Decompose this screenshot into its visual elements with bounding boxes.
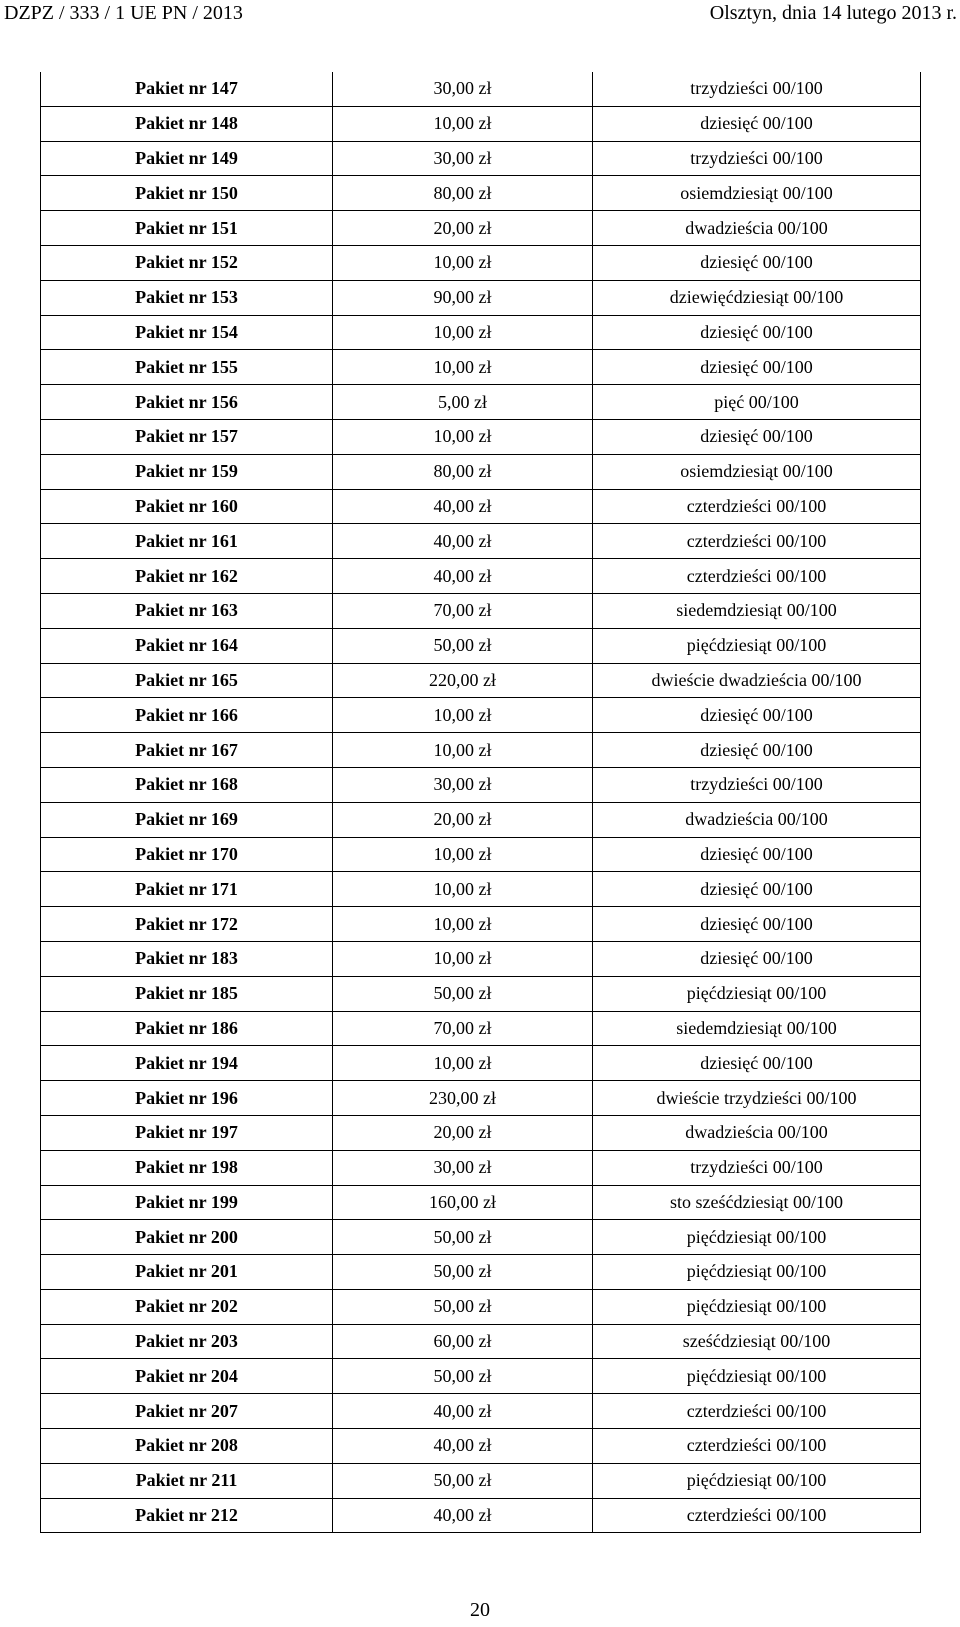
package-name-cell: Pakiet nr 183 [41, 941, 333, 976]
table-row [41, 593, 921, 628]
package-amount-words-cell: trzydzieści 00/100 [593, 767, 921, 802]
package-amount-cell: 70,00 zł [333, 593, 593, 628]
table-row [41, 1394, 921, 1429]
table-row [41, 872, 921, 907]
table-row [41, 1463, 921, 1498]
package-name-cell: Pakiet nr 198 [41, 1150, 333, 1185]
package-name-cell: Pakiet nr 204 [41, 1359, 333, 1394]
table-row [41, 1324, 921, 1359]
table-row [41, 1289, 921, 1324]
package-name-cell: Pakiet nr 201 [41, 1255, 333, 1290]
package-amount-cell: 160,00 zł [333, 1185, 593, 1220]
package-amount-cell: 70,00 zł [333, 1011, 593, 1046]
package-name-cell: Pakiet nr 153 [41, 280, 333, 315]
package-amount-words-cell: dwadzieścia 00/100 [593, 1115, 921, 1150]
package-name-cell: Pakiet nr 152 [41, 245, 333, 280]
page-number: 20 [470, 1599, 490, 1621]
package-amount-words-cell: osiemdziesiąt 00/100 [593, 176, 921, 211]
package-amount-words-cell: dziesięć 00/100 [593, 698, 921, 733]
table-row [41, 1115, 921, 1150]
package-amount-words-cell: pięćdziesiąt 00/100 [593, 1289, 921, 1324]
package-amount-words-cell: dwadzieścia 00/100 [593, 211, 921, 246]
package-amount-cell: 80,00 zł [333, 454, 593, 489]
package-amount-words-cell: czterdzieści 00/100 [593, 524, 921, 559]
table-row [41, 802, 921, 837]
package-amount-cell: 40,00 zł [333, 524, 593, 559]
package-amount-words-cell: dziesięć 00/100 [593, 733, 921, 768]
package-amount-words-cell: osiemdziesiąt 00/100 [593, 454, 921, 489]
package-amount-words-cell: dwieście trzydzieści 00/100 [593, 1081, 921, 1116]
table-row [41, 663, 921, 698]
package-name-cell: Pakiet nr 171 [41, 872, 333, 907]
package-amount-cell: 50,00 zł [333, 976, 593, 1011]
package-name-cell: Pakiet nr 196 [41, 1081, 333, 1116]
table-row [41, 1185, 921, 1220]
package-name-cell: Pakiet nr 162 [41, 559, 333, 594]
table-row [41, 1359, 921, 1394]
package-amount-cell: 10,00 zł [333, 419, 593, 454]
package-amount-words-cell: dwadzieścia 00/100 [593, 802, 921, 837]
package-amount-words-cell: trzydzieści 00/100 [593, 1150, 921, 1185]
package-name-cell: Pakiet nr 167 [41, 733, 333, 768]
table-row [41, 907, 921, 942]
table-row [41, 1220, 921, 1255]
package-amount-cell: 40,00 zł [333, 1429, 593, 1464]
package-amount-cell: 50,00 zł [333, 1255, 593, 1290]
package-amount-words-cell: pięćdziesiąt 00/100 [593, 1255, 921, 1290]
package-amount-cell: 10,00 zł [333, 350, 593, 385]
package-amount-cell: 10,00 zł [333, 872, 593, 907]
package-amount-cell: 10,00 zł [333, 315, 593, 350]
package-amount-cell: 30,00 zł [333, 72, 593, 106]
document-reference: DZPZ / 333 / 1 UE PN / 2013 [4, 2, 243, 24]
package-amount-words-cell: pięćdziesiąt 00/100 [593, 976, 921, 1011]
package-amount-cell: 50,00 zł [333, 1289, 593, 1324]
package-name-cell: Pakiet nr 147 [41, 72, 333, 106]
package-amount-words-cell: trzydzieści 00/100 [593, 72, 921, 106]
package-amount-cell: 40,00 zł [333, 559, 593, 594]
table-row [41, 419, 921, 454]
table-row [41, 106, 921, 141]
table-row [41, 245, 921, 280]
package-amount-cell: 20,00 zł [333, 211, 593, 246]
table-row [41, 1081, 921, 1116]
package-amount-cell: 10,00 zł [333, 245, 593, 280]
table-row [41, 1498, 921, 1533]
package-amount-words-cell: siedemdziesiąt 00/100 [593, 593, 921, 628]
package-amount-words-cell: siedemdziesiąt 00/100 [593, 1011, 921, 1046]
package-name-cell: Pakiet nr 202 [41, 1289, 333, 1324]
package-amount-cell: 50,00 zł [333, 1220, 593, 1255]
package-name-cell: Pakiet nr 163 [41, 593, 333, 628]
package-amount-cell: 220,00 zł [333, 663, 593, 698]
package-amount-words-cell: czterdzieści 00/100 [593, 1498, 921, 1533]
package-name-cell: Pakiet nr 170 [41, 837, 333, 872]
package-name-cell: Pakiet nr 194 [41, 1046, 333, 1081]
package-name-cell: Pakiet nr 186 [41, 1011, 333, 1046]
table-row [41, 733, 921, 768]
package-amount-words-cell: dziesięć 00/100 [593, 941, 921, 976]
package-amount-words-cell: pięćdziesiąt 00/100 [593, 1463, 921, 1498]
table-row [41, 1011, 921, 1046]
package-amount-cell: 30,00 zł [333, 1150, 593, 1185]
package-amount-words-cell: sto sześćdziesiąt 00/100 [593, 1185, 921, 1220]
table-row [41, 385, 921, 420]
package-name-cell: Pakiet nr 156 [41, 385, 333, 420]
package-amount-words-cell: dziesięć 00/100 [593, 907, 921, 942]
package-name-cell: Pakiet nr 211 [41, 1463, 333, 1498]
table-row [41, 454, 921, 489]
package-amount-cell: 40,00 zł [333, 489, 593, 524]
package-name-cell: Pakiet nr 207 [41, 1394, 333, 1429]
table-row [41, 1046, 921, 1081]
table-row [41, 72, 921, 106]
package-amount-words-cell: dziesięć 00/100 [593, 872, 921, 907]
package-amount-cell: 50,00 zł [333, 1359, 593, 1394]
package-name-cell: Pakiet nr 165 [41, 663, 333, 698]
table-row [41, 837, 921, 872]
package-amount-cell: 10,00 zł [333, 733, 593, 768]
table-row [41, 698, 921, 733]
package-amount-words-cell: sześćdziesiąt 00/100 [593, 1324, 921, 1359]
package-amount-words-cell: dziewięćdziesiąt 00/100 [593, 280, 921, 315]
package-amount-words-cell: trzydzieści 00/100 [593, 141, 921, 176]
package-name-cell: Pakiet nr 149 [41, 141, 333, 176]
package-name-cell: Pakiet nr 148 [41, 106, 333, 141]
table-row [41, 1150, 921, 1185]
package-name-cell: Pakiet nr 159 [41, 454, 333, 489]
package-amount-words-cell: dziesięć 00/100 [593, 350, 921, 385]
table-row [41, 489, 921, 524]
package-amount-words-cell: dziesięć 00/100 [593, 1046, 921, 1081]
package-name-cell: Pakiet nr 197 [41, 1115, 333, 1150]
package-amount-cell: 90,00 zł [333, 280, 593, 315]
package-amount-cell: 60,00 zł [333, 1324, 593, 1359]
table-row [41, 315, 921, 350]
package-name-cell: Pakiet nr 203 [41, 1324, 333, 1359]
package-name-cell: Pakiet nr 199 [41, 1185, 333, 1220]
table-row [41, 280, 921, 315]
table-row [41, 141, 921, 176]
table-row [41, 941, 921, 976]
package-amount-words-cell: czterdzieści 00/100 [593, 1429, 921, 1464]
package-name-cell: Pakiet nr 212 [41, 1498, 333, 1533]
package-amount-words-cell: dziesięć 00/100 [593, 419, 921, 454]
package-amount-cell: 20,00 zł [333, 802, 593, 837]
package-amount-cell: 30,00 zł [333, 141, 593, 176]
packages-table-body [41, 72, 921, 1533]
package-name-cell: Pakiet nr 200 [41, 1220, 333, 1255]
package-name-cell: Pakiet nr 155 [41, 350, 333, 385]
package-amount-cell: 5,00 zł [333, 385, 593, 420]
package-name-cell: Pakiet nr 151 [41, 211, 333, 246]
package-amount-words-cell: pięćdziesiąt 00/100 [593, 628, 921, 663]
package-amount-cell: 10,00 zł [333, 698, 593, 733]
package-name-cell: Pakiet nr 157 [41, 419, 333, 454]
document-date: Olsztyn, dnia 14 lutego 2013 r. [709, 2, 957, 24]
package-name-cell: Pakiet nr 168 [41, 767, 333, 802]
package-name-cell: Pakiet nr 185 [41, 976, 333, 1011]
package-name-cell: Pakiet nr 208 [41, 1429, 333, 1464]
page-header [0, 0, 960, 30]
package-amount-cell: 10,00 zł [333, 1046, 593, 1081]
package-amount-words-cell: dziesięć 00/100 [593, 837, 921, 872]
package-amount-words-cell: dziesięć 00/100 [593, 315, 921, 350]
package-name-cell: Pakiet nr 160 [41, 489, 333, 524]
package-amount-cell: 10,00 zł [333, 106, 593, 141]
package-amount-cell: 10,00 zł [333, 941, 593, 976]
table-row [41, 1429, 921, 1464]
package-amount-cell: 230,00 zł [333, 1081, 593, 1116]
package-amount-cell: 50,00 zł [333, 1463, 593, 1498]
package-amount-cell: 40,00 zł [333, 1498, 593, 1533]
package-name-cell: Pakiet nr 169 [41, 802, 333, 837]
package-amount-words-cell: dwieście dwadzieścia 00/100 [593, 663, 921, 698]
table-row [41, 976, 921, 1011]
table-row [41, 350, 921, 385]
package-name-cell: Pakiet nr 150 [41, 176, 333, 211]
package-amount-words-cell: czterdzieści 00/100 [593, 559, 921, 594]
package-amount-words-cell: dziesięć 00/100 [593, 106, 921, 141]
table-row [41, 767, 921, 802]
package-amount-cell: 10,00 zł [333, 907, 593, 942]
packages-table [40, 72, 921, 1533]
package-amount-words-cell: czterdzieści 00/100 [593, 1394, 921, 1429]
package-amount-words-cell: dziesięć 00/100 [593, 245, 921, 280]
package-amount-words-cell: czterdzieści 00/100 [593, 489, 921, 524]
package-amount-cell: 80,00 zł [333, 176, 593, 211]
package-name-cell: Pakiet nr 164 [41, 628, 333, 663]
table-row [41, 559, 921, 594]
table-row [41, 628, 921, 663]
package-amount-cell: 50,00 zł [333, 628, 593, 663]
package-amount-cell: 10,00 zł [333, 837, 593, 872]
package-amount-cell: 30,00 zł [333, 767, 593, 802]
package-amount-words-cell: pięć 00/100 [593, 385, 921, 420]
package-name-cell: Pakiet nr 161 [41, 524, 333, 559]
package-name-cell: Pakiet nr 166 [41, 698, 333, 733]
table-row [41, 211, 921, 246]
table-row [41, 524, 921, 559]
package-amount-words-cell: pięćdziesiąt 00/100 [593, 1359, 921, 1394]
package-amount-cell: 40,00 zł [333, 1394, 593, 1429]
package-amount-words-cell: pięćdziesiąt 00/100 [593, 1220, 921, 1255]
package-name-cell: Pakiet nr 172 [41, 907, 333, 942]
package-name-cell: Pakiet nr 154 [41, 315, 333, 350]
table-row [41, 1255, 921, 1290]
package-amount-cell: 20,00 zł [333, 1115, 593, 1150]
table-row [41, 176, 921, 211]
